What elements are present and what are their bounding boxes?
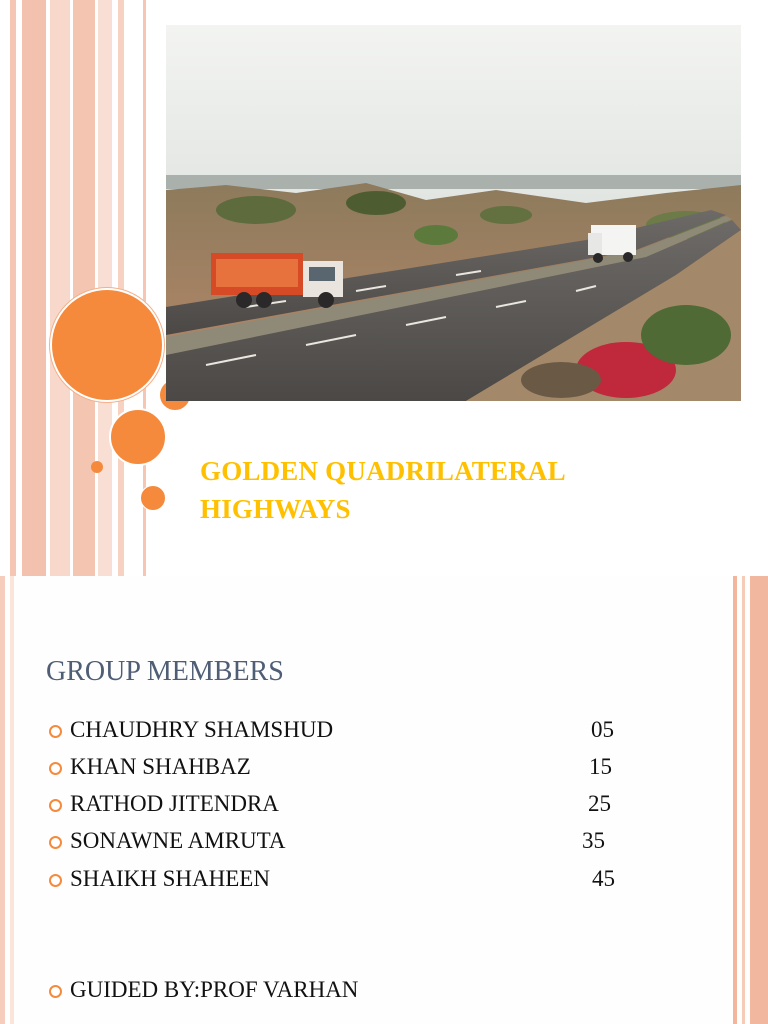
highway-photo [166,25,741,401]
member-name: KHAN SHAHBAZ [70,754,251,779]
decor-stripe [0,576,5,1024]
slide-title-line2: HIGHWAYS [200,494,351,524]
decor-circle-small [91,461,103,473]
decor-stripe [10,0,16,576]
member-name: RATHOD JITENDRA [70,791,279,816]
member-name: CHAUDHRY SHAMSHUD [70,717,334,742]
member-roll: 25 [588,791,611,816]
decor-stripe [733,576,737,1024]
member-name: SONAWNE AMRUTA [70,828,286,853]
decor-circle-large [50,288,164,402]
bullet-icon [49,725,62,738]
decor-stripe [742,576,745,1024]
member-roll: 45 [592,866,615,891]
bullet-icon [49,985,62,998]
member-roll: 05 [591,717,614,742]
decor-stripe [22,0,46,576]
decor-stripe [118,0,124,576]
decor-stripe [73,0,95,576]
bullet-icon [49,874,62,887]
member-roll: 35 [582,828,605,853]
member-roll: 15 [589,754,612,779]
guided-by-text: GUIDED BY:PROF VARHAN [70,977,359,1002]
decor-stripe [10,576,14,1024]
bullet-icon [49,836,62,849]
decor-stripe [750,576,768,1024]
slide-title-line1: GOLDEN QUADRILATERAL [200,456,566,486]
bullet-icon [49,762,62,775]
group-members-heading: GROUP MEMBERS [46,656,284,687]
decor-circle-medium [109,408,167,466]
bullet-icon [49,799,62,812]
decor-circle [140,485,166,511]
decor-stripe [50,0,70,576]
member-name: SHAIKH SHAHEEN [70,866,270,891]
